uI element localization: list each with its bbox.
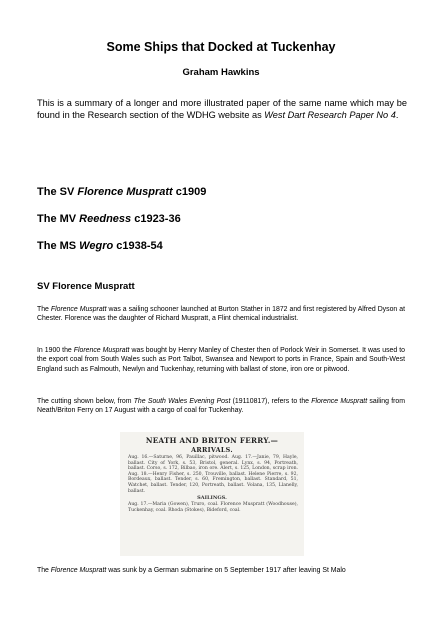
text-run: The — [37, 306, 51, 313]
clipping-sailings-heading: SAILINGS. — [197, 495, 227, 502]
ship-years: c1909 — [172, 186, 207, 198]
clipping-sailings: Aug. 17.—Maria (Gowen), Truro, coal. Florence Muspratt (Woodhouse), Tuckenhay, coal. Rhoda (Stokes), Bideford, coal. — [128, 502, 298, 513]
clipping-heading: NEATH AND BRITON FERRY.— — [145, 436, 279, 445]
ship-name: Florence Muspratt — [77, 186, 173, 198]
clipping-arrivals: Aug. 16.—Saturne, 96, Pauillac, pitwood. Aug. 17.—Janie, 79, Hayle, ballast. City of York, s. 53, Bristol, general. Lynx, s. 94, Portreath, ballast. Corso, s. 172, Bilbao, iron ore. Alert, s. 125, London, scrap iron. Aug. 18.—Henry Fisher, s. 250, Trouville, ballast. Helene Pierre, s. 92, Bordeaux, ballast. Tender, s. 60, Fremington, ballast. Standard, 51, Watchet, ballast. Tender, 120, Portreath, ballast. Volana, 135, Llanelly, ballast. — [128, 455, 298, 494]
ship-heading-reedness — [37, 213, 181, 225]
clipping-subheading: ARRIVALS. — [191, 446, 233, 454]
text-run: was bought by Henry Manley of Chester then of Porlock Weir in Somerset. It was used to the export coal from South Wales such as Port Talbot, Swansea and Newport to ports in France, Spain and South-West England such as Falmouth, Newlyn and Tuckenhay, returning with ballast of stone, iron ore or pitwood. — [37, 347, 406, 373]
newspaper-name: The South Wales Evening Post — [133, 398, 231, 405]
text-run: In 1900 the — [37, 347, 74, 354]
text-run: was a sailing schooner launched at Burton Stather in 1872 and first registered by Alfred Dyson at Chester. Florence was the daughter of Richard Muspratt, a Flint chemical industrialist. — [37, 306, 405, 323]
ship-name: Reedness — [79, 213, 132, 225]
paragraph-ownership — [37, 346, 405, 374]
ship-heading-florence — [37, 186, 206, 198]
text-run: sailing from Neath/Briton Ferry on 17 August with a cargo of coal for Tuckenhay. — [37, 398, 405, 415]
newspaper-clipping — [120, 432, 304, 556]
paragraph-cutting — [37, 397, 405, 416]
ship-name: Florence Muspratt — [50, 306, 107, 313]
paragraph-launch — [37, 305, 405, 324]
ship-prefix: The SV — [37, 186, 78, 198]
intro-text: This is a summary of a longer and more illustrated paper of the same name which may be found in the Research section of the WDHG website as — [37, 98, 407, 121]
document-title: Some Ships that Docked at Tuckenhay — [106, 40, 336, 54]
text-run: was sunk by a German submarine on 5 September 1917 after leaving St Malo — [106, 567, 346, 574]
ship-years: c1938-54 — [113, 240, 163, 252]
text-run: The — [37, 567, 51, 574]
ship-prefix: The MS — [37, 240, 80, 252]
ship-heading-wegro — [37, 240, 163, 252]
author-name: Graham Hawkins — [182, 67, 260, 78]
paragraph-sinking — [37, 566, 405, 575]
ship-prefix: The MV — [37, 213, 80, 225]
intro-paragraph — [37, 97, 407, 122]
text-run: The cutting shown below, from — [37, 398, 134, 405]
ship-name: Wegro — [79, 240, 114, 252]
text-run: (19110817), refers to the — [230, 398, 312, 405]
intro-end: . — [395, 110, 399, 121]
ship-name: Florence Muspratt — [311, 398, 368, 405]
section-heading: SV Florence Muspratt — [37, 281, 135, 292]
intro-reference: West Dart Research Paper No 4 — [264, 110, 396, 121]
ship-name: Florence Muspratt — [73, 347, 130, 354]
ship-name: Florence Muspratt — [50, 567, 107, 574]
ship-years: c1923-36 — [131, 213, 181, 225]
